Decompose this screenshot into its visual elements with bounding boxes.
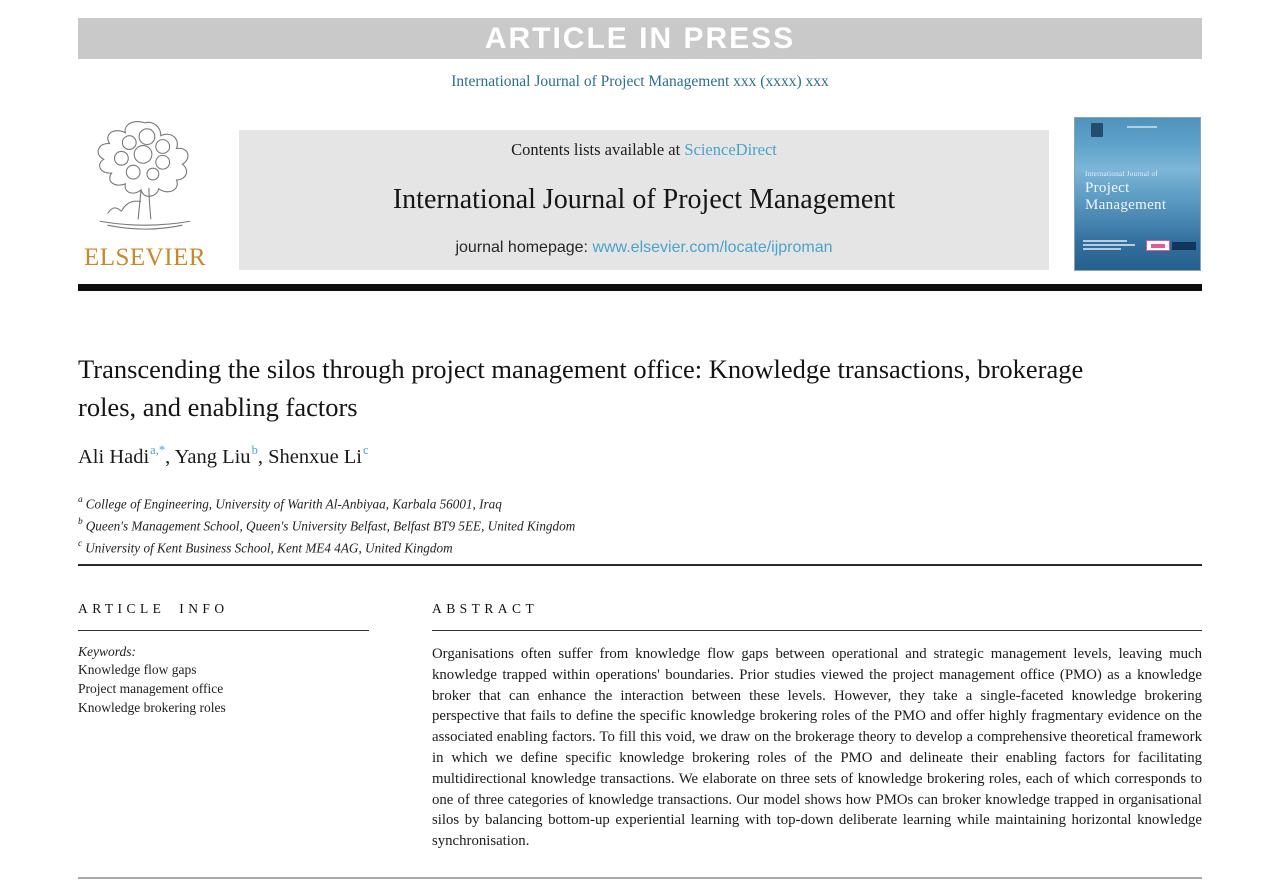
journal-citation-line: International Journal of Project Management xxx (xxxx) xxx	[451, 73, 829, 90]
keyword-item: Knowledge flow gaps	[78, 662, 197, 677]
cover-top-decoration	[1127, 126, 1157, 128]
article-info-heading: ARTICLE INFO	[78, 601, 229, 616]
abstract-heading-rule	[432, 630, 1202, 631]
affiliation-line	[78, 492, 575, 514]
article-in-press-label: ARTICLE IN PRESS	[484, 21, 796, 55]
elsevier-wordmark: ELSEVIER	[83, 244, 207, 271]
author-line	[78, 444, 369, 469]
affiliation-line	[78, 536, 575, 558]
contents-prefix: Contents lists available at	[511, 140, 685, 159]
journal-homepage-link[interactable]: www.elsevier.com/locate/ijproman	[592, 239, 833, 256]
journal-title: International Journal of Project Management	[392, 183, 896, 215]
header-divider-rule	[78, 284, 1202, 291]
affiliation-text: University of Kent Business School, Kent ME4 4AG, United Kingdom	[85, 540, 453, 556]
cover-title	[1085, 180, 1166, 214]
article-title: Transcending the silos through project management office: Knowledge transactions, brokerage roles, and enabling factors	[78, 354, 1084, 422]
affiliation-text: College of Engineering, University of Warith Al-Anbiyaa, Karbala 56001, Iraq	[85, 496, 502, 512]
article-info-section	[78, 601, 369, 717]
cover-dark-badge	[1172, 242, 1196, 250]
keyword-item: Knowledge brokering roles	[78, 700, 226, 715]
sciencedirect-link[interactable]: ScienceDirect	[684, 140, 777, 159]
abstract-text: Organisations often suffer from knowledge flow gaps between operational and strategic management levels, leaving much knowledge trapped within operations' boundaries. Prior studies viewed the project management office (PMO) as a knowledge broker that can enhance the interaction between these levels. However, they take a single-faceted knowledge brokering perspective that fails to define the specific knowledge brokering roles of the PMO and offer highly fragmentary evidence on the associated enabling factors. To fill this void, we draw on the brokerage theory to develop a comprehensive theoretical framework in which we define specific knowledge brokering roles of the PMO and delineate their enabling factors for facilitating multidirectional knowledge transactions. We elaborate on three sets of knowledge brokering roles, each of which corresponds to one of three categories of knowledge transactions. Our model shows how PMOs can broker knowledge trapped in organisational silos by balancing bottom-up experiential learning with top-down deliberate learning while maintaining horizontal knowledge synchronisation.	[432, 646, 1202, 850]
author-affiliation-marker: a,*	[150, 443, 166, 457]
section-divider-rule	[78, 564, 1202, 566]
affiliation-marker: a	[78, 495, 83, 505]
homepage-prefix: journal homepage:	[455, 239, 593, 256]
abstract-heading: ABSTRACT	[432, 601, 539, 616]
article-info-heading-rule	[78, 630, 369, 631]
elsevier-logo[interactable]	[80, 117, 210, 269]
elsevier-tree-logo	[85, 117, 205, 237]
cover-title-line2: Management	[1085, 197, 1167, 213]
ipma-badge	[1146, 240, 1170, 251]
affiliation-text: Queen's Management School, Queen's University Belfast, Belfast BT9 5EE, United Kingdom	[85, 518, 576, 534]
author-affiliation-marker: b	[251, 443, 258, 457]
cover-title-line1: Project	[1085, 180, 1130, 196]
affiliation-marker: b	[78, 516, 83, 527]
cover-footer	[1083, 240, 1194, 256]
journal-header-box	[239, 130, 1049, 270]
affiliations-block	[78, 492, 575, 558]
author-separator: ,	[257, 445, 269, 468]
cover-emblem-icon	[1091, 123, 1103, 137]
keywords-label: Keywords:	[78, 644, 136, 659]
contents-list-line	[511, 140, 777, 160]
journal-cover-thumbnail[interactable]	[1074, 117, 1201, 271]
author-separator: ,	[165, 445, 175, 468]
journal-homepage-line	[455, 239, 832, 257]
cover-series-label: International Journal of	[1085, 170, 1158, 178]
abstract-section	[432, 601, 1202, 852]
affiliation-marker: c	[78, 538, 83, 549]
keyword-item: Project management office	[78, 681, 224, 696]
cover-footer-textlines	[1083, 240, 1135, 252]
author-name[interactable]: Ali Hadi	[78, 445, 150, 468]
article-in-press-banner	[78, 18, 1202, 59]
author-name[interactable]: Shenxue Li	[268, 445, 363, 468]
author-affiliation-marker: c	[363, 443, 369, 457]
page-bottom-rule	[78, 877, 1202, 879]
affiliation-line	[78, 514, 575, 536]
author-name[interactable]: Yang Liu	[174, 445, 251, 468]
